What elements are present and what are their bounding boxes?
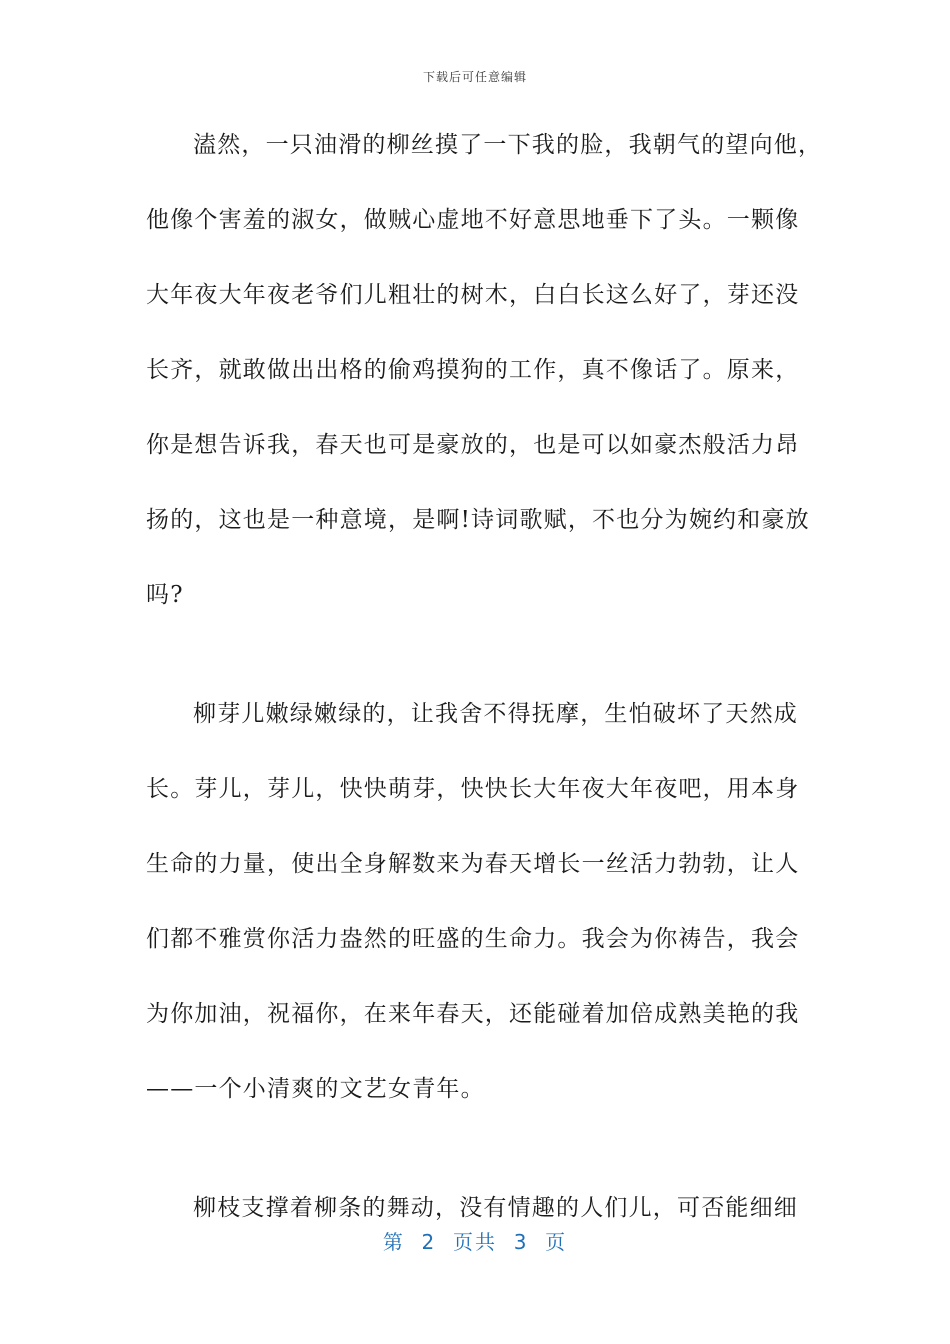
paragraph xyxy=(146,108,823,633)
text-line: 大年夜大年夜老爷们儿粗壮的树木，白白长这么好了，芽还没 xyxy=(146,282,800,308)
paragraph-spacer xyxy=(146,633,806,677)
text-line: 生命的力量，使出全身解数来为春天增长一丝活力勃勃，让人 xyxy=(146,851,800,877)
paragraph-spacer xyxy=(146,1127,806,1171)
text-line: 他像个害羞的淑女，做贼心虚地不好意思地垂下了头。一颗像 xyxy=(146,207,800,233)
page-number-label: 第 2 页共 3 页 xyxy=(382,1230,568,1254)
page-number-footer xyxy=(0,1226,950,1255)
document-body xyxy=(146,108,823,1246)
text-line: 柳枝支撑着柳条的舞动，没有情趣的人们儿，可否能细细 xyxy=(193,1195,798,1221)
text-line: 吗? xyxy=(146,582,184,608)
text-line: 们都不雅赏你活力盎然的旺盛的生命力。我会为你祷告，我会 xyxy=(146,926,800,952)
text-line: 为你加油，祝福你，在来年春天，还能碰着加倍成熟美艳的我 xyxy=(146,1001,800,1027)
text-line: 扬的，这也是一种意境，是啊!诗词歌赋，不也分为婉约和豪放 xyxy=(146,507,810,533)
text-line: 长。芽儿，芽儿，快快萌芽，快快长大年夜大年夜吧，用本身 xyxy=(146,776,800,802)
text-line: 溘然，一只油滑的柳丝摸了一下我的脸，我朝气的望向他， xyxy=(193,132,823,158)
text-line: 你是想告诉我，春天也可是豪放的，也是可以如豪杰般活力昂 xyxy=(146,432,800,458)
text-line: 柳芽儿嫩绿嫩绿的，让我舍不得抚摩，生怕破坏了天然成 xyxy=(193,701,798,727)
text-line: 长齐，就敢做出出格的偷鸡摸狗的工作，真不像话了。原来， xyxy=(146,357,800,383)
document-header-note: 下载后可任意编辑 xyxy=(422,70,527,84)
text-line: ——一个小清爽的文艺女青年。 xyxy=(146,1076,485,1102)
paragraph xyxy=(146,677,806,1127)
